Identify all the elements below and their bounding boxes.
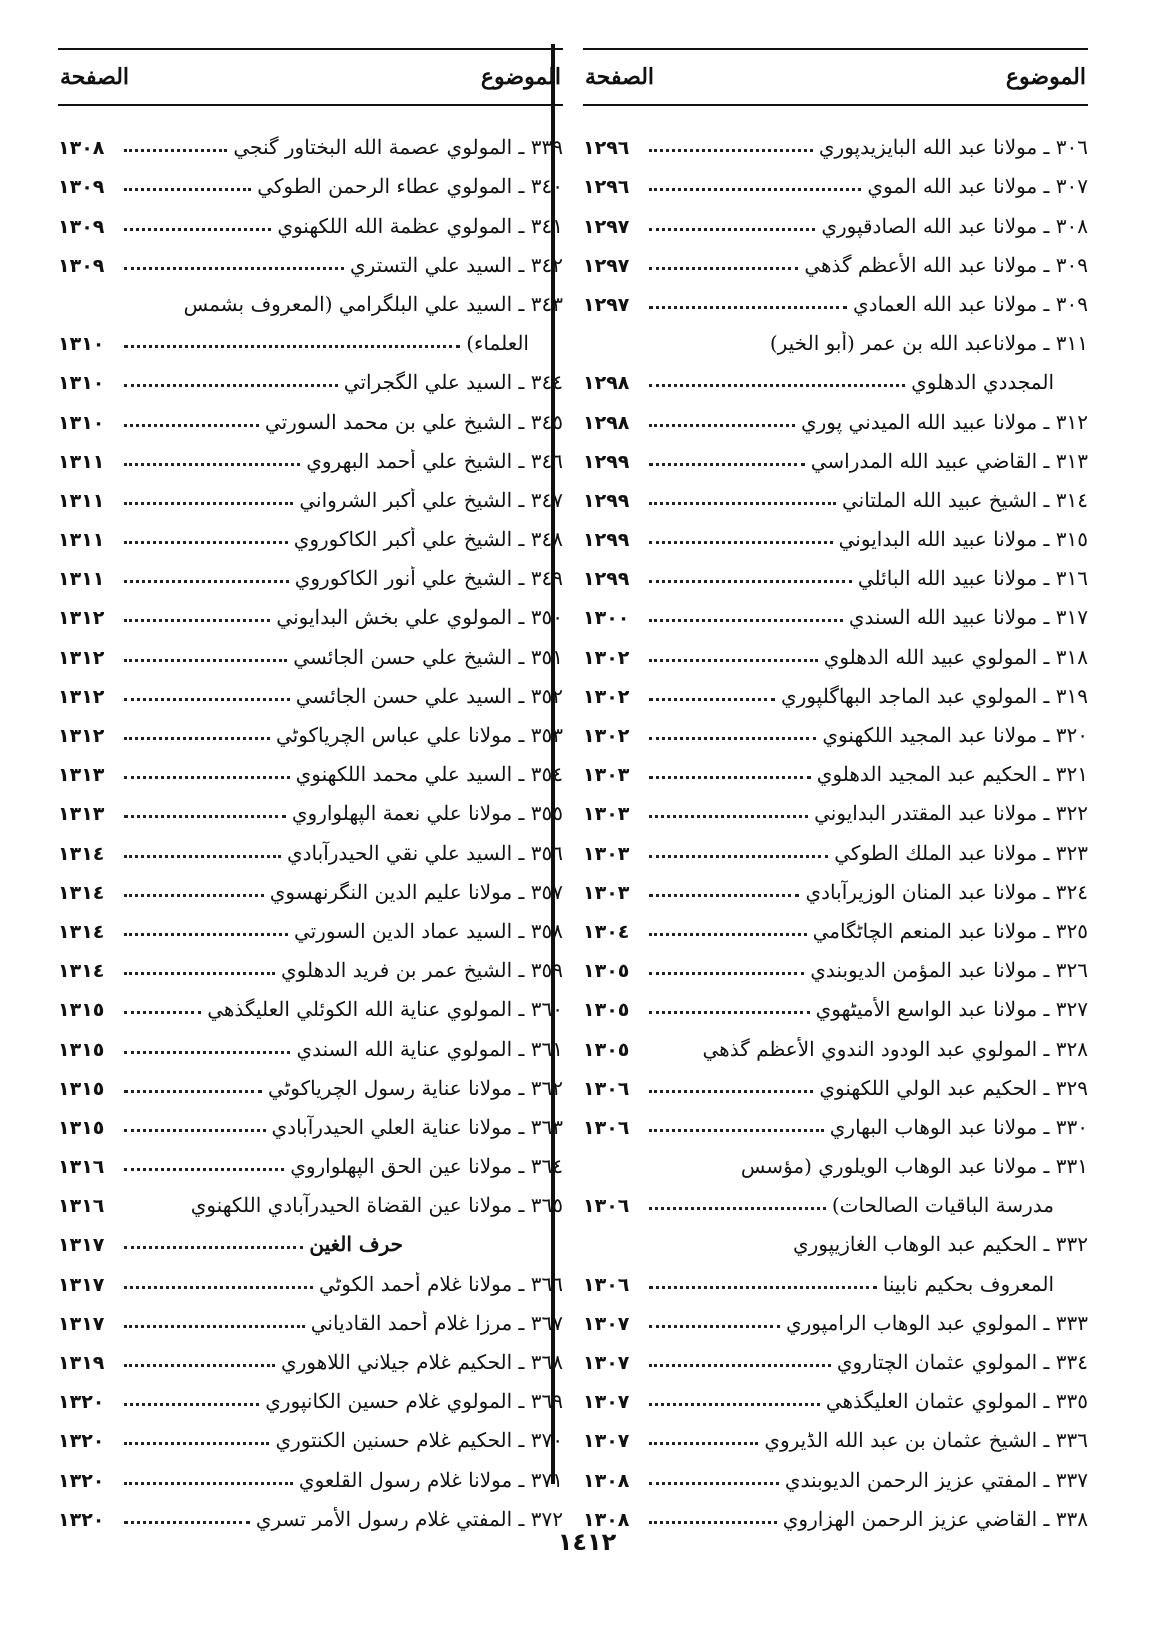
leader-dots bbox=[649, 894, 799, 897]
entry-title: ٣٧٠ ـ الحكيم غلام حسنين الكنتوري bbox=[275, 1428, 563, 1453]
index-entry bbox=[58, 1021, 563, 1060]
leader-dots bbox=[124, 1011, 201, 1014]
entry-page-number: ١٣١٢ bbox=[58, 685, 105, 708]
index-entry bbox=[58, 904, 563, 943]
index-entry bbox=[583, 1492, 1088, 1531]
index-entry bbox=[58, 629, 563, 668]
index-entry bbox=[583, 159, 1088, 198]
entry-page-number: ١٣١٣ bbox=[58, 764, 105, 787]
entry-title: ٣٦١ ـ المولوي عناية الله السندي bbox=[296, 1036, 563, 1061]
entry-page-number: ١٣٠٤ bbox=[583, 920, 630, 943]
entry-page-number: ١٣١٤ bbox=[58, 960, 105, 983]
index-entry bbox=[583, 1374, 1088, 1413]
index-entry bbox=[58, 1256, 563, 1295]
entry-page-number: ١٣١١ bbox=[58, 529, 105, 552]
leader-dots bbox=[124, 776, 290, 779]
leader-dots bbox=[649, 1521, 777, 1524]
leader-dots bbox=[649, 1207, 826, 1210]
index-entry bbox=[583, 1452, 1088, 1491]
index-entry bbox=[58, 1413, 563, 1452]
entry-title: ٣٢٨ ـ المولوي عبد الودود الندوي الأعظم گذهي bbox=[702, 1036, 1088, 1061]
leader-dots bbox=[124, 698, 290, 701]
entry-title: ٣٣٣ ـ المولوي عبد الوهاب الرامپوري bbox=[785, 1310, 1088, 1335]
entry-title: ٣١٩ ـ المولوي عبد الماجد البهاگلپوري bbox=[781, 683, 1088, 708]
leader-dots bbox=[649, 463, 805, 466]
leader-dots bbox=[649, 619, 843, 622]
entry-title: ٣٦٥ ـ مولانا عين القضاة الحيدرآبادي اللكهنوي bbox=[190, 1193, 563, 1218]
entry-title: ٣٦٤ ـ مولانا عين الحق الپهلواروي bbox=[290, 1154, 563, 1179]
entry-title: ٣٣٩ ـ المولوي عصمة الله البختاور گنجي bbox=[233, 135, 563, 160]
entry-title: ٣٠٩ ـ مولانا عبد الله العمادي bbox=[853, 291, 1088, 316]
index-entry bbox=[58, 512, 563, 551]
entry-title: ٣٢٠ ـ مولانا عبد المجيد اللكهنوي bbox=[822, 723, 1088, 747]
entry-title: ٣٣٢ ـ الحكيم عبد الوهاب الغازيپوري bbox=[792, 1232, 1088, 1257]
entry-page-number: ١٣١٠ bbox=[58, 411, 105, 434]
entry-title: ٣١٢ ـ مولانا عبيد الله الميدني پوري bbox=[800, 409, 1088, 434]
entry-title: ٣١٥ ـ مولانا عبيد الله البدايوني bbox=[838, 527, 1088, 552]
entry-title: العلماء) bbox=[466, 331, 529, 356]
entry-title: ٣٦٠ ـ المولوي عناية الله الكوئلي العليگذهي bbox=[207, 997, 563, 1022]
entry-page-number: ١٣٢٠ bbox=[58, 1391, 105, 1414]
leader-dots bbox=[649, 267, 798, 270]
index-entry bbox=[583, 1217, 1088, 1256]
entry-page-number: ١٣٠٦ bbox=[583, 1077, 630, 1100]
leader-dots bbox=[649, 1011, 810, 1014]
entry-page-number: ١٣١٧ bbox=[58, 1273, 105, 1296]
index-entry bbox=[583, 512, 1088, 551]
entry-page-number: ١٣٠٢ bbox=[583, 646, 630, 669]
entry-title: المعروف بحكيم نابينا bbox=[882, 1271, 1054, 1296]
entry-page-number: ١٣٠٧ bbox=[583, 1391, 630, 1414]
entry-title: ٣٤٨ ـ الشيخ علي أكبر الكاكوروي bbox=[293, 527, 563, 552]
entry-title: ٣٢٢ ـ مولانا عبد المقتدر البدايوني bbox=[814, 801, 1088, 826]
left-column bbox=[58, 48, 563, 1531]
entry-page-number: ١٢٩٧ bbox=[583, 254, 630, 277]
entry-page-number: ١٢٩٨ bbox=[583, 372, 630, 395]
index-entry bbox=[58, 982, 563, 1021]
entry-page-number: ١٣٠٧ bbox=[583, 1430, 630, 1453]
entry-page-number: ١٣٠٦ bbox=[583, 1116, 630, 1139]
entry-title: ٣٧١ ـ مولانا غلام رسول القلعوي bbox=[298, 1467, 563, 1492]
entry-title: ٣١٨ ـ المولوي عبيد الله الدهلوي bbox=[823, 644, 1088, 669]
index-entry bbox=[583, 982, 1088, 1021]
entry-title: ٣٤٣ ـ السيد علي البلگرامي (المعروف بشمس bbox=[183, 291, 563, 316]
entry-page-number: ١٣٠٣ bbox=[583, 881, 630, 904]
entry-title: ٣٦٢ ـ مولانا عناية رسول الچرياكوٹي bbox=[268, 1075, 563, 1100]
index-entry bbox=[583, 590, 1088, 629]
entry-page-number: ١٣٠٩ bbox=[58, 215, 105, 238]
entry-title: المجددي الدهلوي bbox=[911, 370, 1054, 395]
leader-dots bbox=[649, 776, 811, 779]
entry-page-number: ١٣٠٩ bbox=[58, 254, 105, 277]
right-column bbox=[583, 48, 1088, 1531]
entry-title: ٣٥٤ ـ السيد علي محمد اللكهنوي bbox=[295, 762, 563, 787]
entry-title: ٣٣٥ ـ المولوي عثمان العليگذهي bbox=[825, 1389, 1088, 1414]
left-entries bbox=[58, 120, 563, 1531]
index-entry bbox=[58, 1335, 563, 1374]
entry-title: ٣٦٩ ـ المولوي غلام حسين الكانپوري bbox=[265, 1389, 563, 1414]
index-entry bbox=[583, 708, 1088, 747]
entry-page-number: ١٣١٣ bbox=[58, 803, 105, 826]
leader-dots bbox=[124, 463, 300, 466]
entry-title: ٣٦٣ ـ مولانا عناية العلي الحيدرآبادي bbox=[271, 1114, 563, 1139]
index-entry bbox=[583, 120, 1088, 159]
leader-dots bbox=[124, 345, 460, 348]
index-entry bbox=[583, 629, 1088, 668]
entry-page-number: ١٢٩٦ bbox=[583, 176, 630, 199]
right-column-header bbox=[583, 48, 1088, 106]
leader-dots bbox=[649, 306, 847, 309]
entry-page-number: ١٣١١ bbox=[58, 568, 105, 591]
leader-dots bbox=[124, 1051, 290, 1054]
index-entry bbox=[58, 1374, 563, 1413]
leader-dots bbox=[124, 502, 293, 505]
entry-title: ٣٢٥ ـ مولانا عبد المنعم الچاٹگامي bbox=[812, 918, 1088, 943]
entry-title: ٣٤٤ ـ السيد علي الگجراتي bbox=[343, 370, 563, 395]
entry-page-number: ١٣١٠ bbox=[58, 372, 105, 395]
leader-dots bbox=[124, 1482, 293, 1485]
leader-dots bbox=[124, 1168, 284, 1171]
leader-dots bbox=[649, 933, 807, 936]
entry-title: ٣٣٦ ـ الشيخ عثمان بن عبد الله الڈيروي bbox=[764, 1428, 1088, 1453]
index-entry bbox=[58, 238, 563, 277]
index-entry bbox=[583, 434, 1088, 473]
entry-page-number: ١٣٠٥ bbox=[583, 1038, 630, 1061]
leader-dots bbox=[649, 815, 808, 818]
entry-title: ٣٤٦ ـ الشيخ علي أحمد البهروي bbox=[306, 448, 563, 473]
entry-page-number: ١٣١١ bbox=[58, 450, 105, 473]
index-entry bbox=[583, 825, 1088, 864]
entry-title: ٣٠٩ ـ مولانا عبد الله الأعظم گذهي bbox=[804, 252, 1088, 277]
index-entry bbox=[583, 943, 1088, 982]
index-entry bbox=[583, 316, 1088, 355]
entry-page-number: ١٢٩٧ bbox=[583, 293, 630, 316]
entry-title: ٣٥٠ ـ المولوي علي بخش البدايوني bbox=[276, 605, 563, 630]
index-entry bbox=[58, 159, 563, 198]
leader-dots bbox=[124, 424, 259, 427]
index-entry bbox=[583, 1413, 1088, 1452]
right-entries bbox=[583, 120, 1088, 1531]
section-heading bbox=[58, 1217, 563, 1256]
index-entry bbox=[58, 708, 563, 747]
leader-dots bbox=[649, 1364, 831, 1367]
entry-page-number: ١٣٠٢ bbox=[583, 685, 630, 708]
index-entry bbox=[583, 277, 1088, 316]
entry-title: ٣٦٨ ـ الحكيم غلام جيلاني اللاهوري bbox=[281, 1350, 563, 1374]
leader-dots bbox=[649, 1286, 877, 1289]
leader-dots bbox=[124, 1129, 266, 1132]
leader-dots bbox=[649, 1325, 780, 1328]
leader-dots bbox=[124, 1403, 259, 1406]
index-entry bbox=[58, 1139, 563, 1178]
index-entry bbox=[583, 1139, 1088, 1178]
leader-dots bbox=[124, 815, 286, 818]
entry-page-number: ١٢٩٩ bbox=[583, 568, 630, 591]
entry-page-number: ١٢٩٧ bbox=[583, 215, 630, 238]
entry-title: ٣٥٣ ـ مولانا علي عباس الچرياكوٹي bbox=[275, 723, 563, 747]
entry-title: حرف الغين bbox=[309, 1232, 403, 1257]
index-entry bbox=[583, 473, 1088, 512]
leader-dots bbox=[649, 737, 816, 740]
entry-page-number: ١٣١٢ bbox=[58, 646, 105, 669]
index-entry bbox=[58, 277, 563, 316]
entry-page-number: ١٣١٢ bbox=[58, 725, 105, 747]
entry-page-number: ١٣١٤ bbox=[58, 881, 105, 904]
leader-dots bbox=[124, 933, 288, 936]
index-entry bbox=[58, 394, 563, 433]
entry-title: ٣٢٧ ـ مولانا عبد الواسع الأميٹهوي bbox=[815, 997, 1088, 1022]
index-entry bbox=[58, 551, 563, 590]
index-entry bbox=[583, 786, 1088, 825]
entry-title: ٣٧٢ ـ المفتي غلام رسول الأمر تسري bbox=[255, 1506, 563, 1531]
index-entry bbox=[58, 120, 563, 159]
entry-page-number: ١٣٠٥ bbox=[583, 960, 630, 983]
entry-title: ٣٥٨ ـ السيد عماد الدين السورتي bbox=[293, 918, 563, 943]
leader-dots bbox=[649, 1129, 824, 1132]
left-column-header bbox=[58, 48, 563, 106]
index-entry bbox=[58, 943, 563, 982]
leader-dots bbox=[124, 1090, 262, 1093]
entry-page-number: ١٣١٠ bbox=[58, 333, 105, 356]
entry-title: ٣٤٩ ـ الشيخ علي أنور الكاكوروي bbox=[294, 566, 563, 591]
entry-page-number: ١٣٠٧ bbox=[583, 1352, 630, 1374]
index-entry bbox=[583, 394, 1088, 433]
leader-dots bbox=[649, 384, 905, 387]
leader-dots bbox=[124, 384, 338, 387]
entry-page-number: ١٣٠٣ bbox=[583, 764, 630, 787]
entry-title: ٣٦٧ ـ مرزا غلام أحمد القادياني bbox=[310, 1310, 563, 1335]
leader-dots bbox=[124, 1364, 275, 1367]
index-entry bbox=[58, 1178, 563, 1217]
index-entry bbox=[58, 355, 563, 394]
leader-dots bbox=[124, 1521, 250, 1524]
leader-dots bbox=[649, 1442, 758, 1445]
entry-page-number: ١٣١٢ bbox=[58, 607, 105, 630]
index-entry bbox=[583, 1021, 1088, 1060]
entry-title: ٣٢٣ ـ مولانا عبد الملك الطوكي bbox=[834, 840, 1088, 865]
entry-title: ٣١١ ـ مولاناعبد الله بن عمر (أبو الخير) bbox=[769, 331, 1088, 356]
entry-page-number: ١٣٢٠ bbox=[58, 1430, 105, 1453]
index-entry bbox=[58, 747, 563, 786]
index-entry bbox=[583, 865, 1088, 904]
entry-title: ٣٥٥ ـ مولانا علي نعمة الپهلواروي bbox=[291, 801, 563, 826]
entry-page-number: ١٣١٩ bbox=[58, 1352, 105, 1374]
index-entry bbox=[583, 551, 1088, 590]
index-entry bbox=[58, 473, 563, 512]
leader-dots bbox=[649, 972, 804, 975]
index-entry bbox=[583, 904, 1088, 943]
index-entry bbox=[583, 1335, 1088, 1374]
index-entry bbox=[583, 747, 1088, 786]
entry-page-number: ١٣٠٩ bbox=[58, 176, 105, 199]
entry-title: ٣٢٩ ـ الحكيم عبد الولي اللكهنوي bbox=[819, 1075, 1088, 1100]
leader-dots bbox=[124, 267, 344, 270]
leader-dots bbox=[124, 855, 281, 858]
leader-dots bbox=[124, 188, 251, 191]
index-entry bbox=[583, 238, 1088, 277]
entry-title: مدرسة الباقيات الصالحات) bbox=[831, 1193, 1054, 1218]
entry-page-number: ١٣٠٣ bbox=[583, 842, 630, 865]
entry-title: ٣٠٦ ـ مولانا عبد الله البايزيدپوري bbox=[818, 135, 1088, 160]
leader-dots bbox=[649, 698, 775, 701]
leader-dots bbox=[649, 855, 828, 858]
leader-dots bbox=[124, 972, 275, 975]
entry-page-number: ١٣١٤ bbox=[58, 920, 105, 943]
index-entry bbox=[583, 1296, 1088, 1335]
entry-title: ٣٢١ ـ الحكيم عبد المجيد الدهلوي bbox=[816, 762, 1088, 787]
entry-page-number: ١٢٩٩ bbox=[583, 489, 630, 512]
entry-page-number: ١٣٠٦ bbox=[583, 1273, 630, 1296]
entry-page-number: ١٢٩٩ bbox=[583, 450, 630, 473]
entry-page-number: ١٣٠٢ bbox=[583, 725, 630, 747]
entry-title: ٣٠٧ ـ مولانا عبد الله الموي bbox=[867, 174, 1088, 199]
index-entry bbox=[58, 865, 563, 904]
leader-dots bbox=[124, 659, 287, 662]
leader-dots bbox=[649, 188, 861, 191]
leader-dots bbox=[124, 1325, 305, 1328]
entry-title: ٣٣٤ ـ المولوي عثمان الچتاروي bbox=[836, 1350, 1088, 1374]
leader-dots bbox=[124, 1442, 269, 1445]
leader-dots bbox=[649, 149, 813, 152]
index-entry bbox=[58, 825, 563, 864]
entry-page-number: ١٣١١ bbox=[58, 489, 105, 512]
entry-title: ٣٣٨ ـ القاضي عزيز الرحمن الهزاروي bbox=[782, 1506, 1088, 1531]
topic-header-label: الموضوع bbox=[1005, 64, 1086, 90]
entry-page-number: ١٣١٧ bbox=[58, 1312, 105, 1335]
leader-dots bbox=[124, 619, 270, 622]
index-entry bbox=[583, 198, 1088, 237]
entry-page-number: ١٣٢٠ bbox=[58, 1508, 105, 1531]
entry-title: ٣٣٠ ـ مولانا عبد الوهاب البهاري bbox=[829, 1114, 1088, 1139]
index-entry bbox=[583, 1178, 1088, 1217]
entry-page-number: ١٣٠٨ bbox=[583, 1469, 630, 1492]
index-entry bbox=[583, 1061, 1088, 1100]
entry-title: ٣٢٤ ـ مولانا عبد المنان الوزيرآبادي bbox=[805, 879, 1088, 904]
entry-title: ٣٤٠ ـ المولوي عطاء الرحمن الطوكي bbox=[257, 174, 563, 199]
index-entry bbox=[58, 1492, 563, 1531]
page-header-label: الصفحة bbox=[60, 64, 130, 90]
entry-title: ٣٦٦ ـ مولانا غلام أحمد الكوٹي bbox=[318, 1271, 563, 1296]
entry-title: ٣٥١ ـ الشيخ علي حسن الجائسي bbox=[293, 644, 563, 669]
entry-title: ٣٥٢ ـ السيد علي حسن الجائسي bbox=[295, 683, 563, 708]
entry-title: ٣١٧ ـ مولانا عبيد الله السندي bbox=[848, 605, 1088, 630]
index-entry bbox=[58, 786, 563, 825]
entry-title: ٣٣١ ـ مولانا عبد الوهاب الويلوري (مؤسس bbox=[740, 1154, 1088, 1179]
index-entry bbox=[58, 669, 563, 708]
index-entry bbox=[58, 1100, 563, 1139]
entry-page-number: ١٣٠٥ bbox=[583, 999, 630, 1022]
leader-dots bbox=[649, 1090, 813, 1093]
leader-dots bbox=[649, 424, 795, 427]
leader-dots bbox=[124, 1286, 313, 1289]
leader-dots bbox=[649, 1403, 820, 1406]
leader-dots bbox=[124, 541, 288, 544]
leader-dots bbox=[649, 228, 815, 231]
entry-page-number: ١٢٩٩ bbox=[583, 529, 630, 552]
entry-title: ٣٤٥ ـ الشيخ علي بن محمد السورتي bbox=[264, 409, 563, 434]
entry-title: ٣٥٦ ـ السيد علي نقي الحيدرآبادي bbox=[286, 840, 563, 865]
entry-page-number: ١٣١٦ bbox=[58, 1195, 105, 1218]
index-entry bbox=[583, 355, 1088, 394]
index-entry bbox=[583, 669, 1088, 708]
topic-header-label: الموضوع bbox=[480, 64, 561, 90]
entry-page-number: ١٣٠٦ bbox=[583, 1195, 630, 1218]
leader-dots bbox=[649, 541, 833, 544]
entry-page-number: ١٣٠٣ bbox=[583, 803, 630, 826]
entry-title: ٣٤١ ـ المولوي عظمة الله اللكهنوي bbox=[277, 213, 563, 238]
entry-page-number: ١٣١٥ bbox=[58, 1077, 105, 1100]
index-entry bbox=[58, 434, 563, 473]
leader-dots bbox=[649, 502, 836, 505]
entry-page-number: ١٣١٥ bbox=[58, 999, 105, 1022]
entry-page-number: ١٣١٦ bbox=[58, 1156, 105, 1179]
entry-page-number: ١٣١٥ bbox=[58, 1038, 105, 1061]
index-entry bbox=[58, 590, 563, 629]
leader-dots bbox=[124, 894, 264, 897]
entry-title: ٣١٤ ـ الشيخ عبيد الله الملتاني bbox=[841, 487, 1088, 512]
leader-dots bbox=[124, 580, 289, 583]
entry-page-number: ١٢٩٨ bbox=[583, 411, 630, 434]
entry-title: ٣٣٧ ـ المفتي عزيز الرحمن الديوبندي bbox=[784, 1467, 1088, 1492]
entry-title: ٣٠٨ ـ مولانا عبد الله الصادقپوري bbox=[821, 213, 1088, 238]
entry-page-number: ١٣٠٨ bbox=[583, 1508, 630, 1531]
index-entry bbox=[58, 198, 563, 237]
index-entry bbox=[58, 1452, 563, 1491]
entry-title: ٣٥٩ ـ الشيخ عمر بن فريد الدهلوي bbox=[281, 958, 563, 983]
entry-title: ٣٢٦ ـ مولانا عبد المؤمن الديوبندي bbox=[810, 958, 1088, 983]
index-entry bbox=[583, 1100, 1088, 1139]
entry-title: ٣٤٧ ـ الشيخ علي أكبر الشرواني bbox=[299, 487, 563, 512]
entry-page-number: ١٣٠٠ bbox=[583, 607, 630, 630]
entry-title: ٣٥٧ ـ مولانا عليم الدين النگرنهسوي bbox=[269, 879, 563, 904]
leader-dots bbox=[124, 228, 271, 231]
entry-title: ٣١٦ ـ مولانا عبيد الله البائلي bbox=[857, 566, 1088, 591]
entry-page-number: ١٣٠٧ bbox=[583, 1312, 630, 1335]
leader-dots bbox=[124, 737, 270, 740]
leader-dots bbox=[649, 659, 818, 662]
index-entry bbox=[58, 1296, 563, 1335]
page-header-label: الصفحة bbox=[585, 64, 655, 90]
entry-page-number: ١٣١٤ bbox=[58, 842, 105, 865]
index-entry bbox=[583, 1256, 1088, 1295]
leader-dots bbox=[124, 149, 227, 152]
leader-dots bbox=[649, 580, 852, 583]
entry-page-number: ١٣٢٠ bbox=[58, 1469, 105, 1492]
entry-title: ٣٤٢ ـ السيد علي التستري bbox=[349, 252, 563, 277]
entry-page-number: ١٢٩٦ bbox=[583, 137, 630, 160]
entry-page-number: ١٣١٥ bbox=[58, 1116, 105, 1139]
index-entry bbox=[58, 316, 563, 355]
leader-dots bbox=[649, 1482, 779, 1485]
entry-page-number: ١٣٠٨ bbox=[58, 137, 105, 160]
leader-dots bbox=[124, 1246, 303, 1249]
entry-page-number: ١٣١٧ bbox=[58, 1234, 105, 1257]
index-entry bbox=[58, 1061, 563, 1100]
page-number: ١٤١٢ bbox=[557, 1528, 617, 1556]
entry-title: ٣١٣ ـ القاضي عبيد الله المدراسي bbox=[810, 448, 1088, 473]
